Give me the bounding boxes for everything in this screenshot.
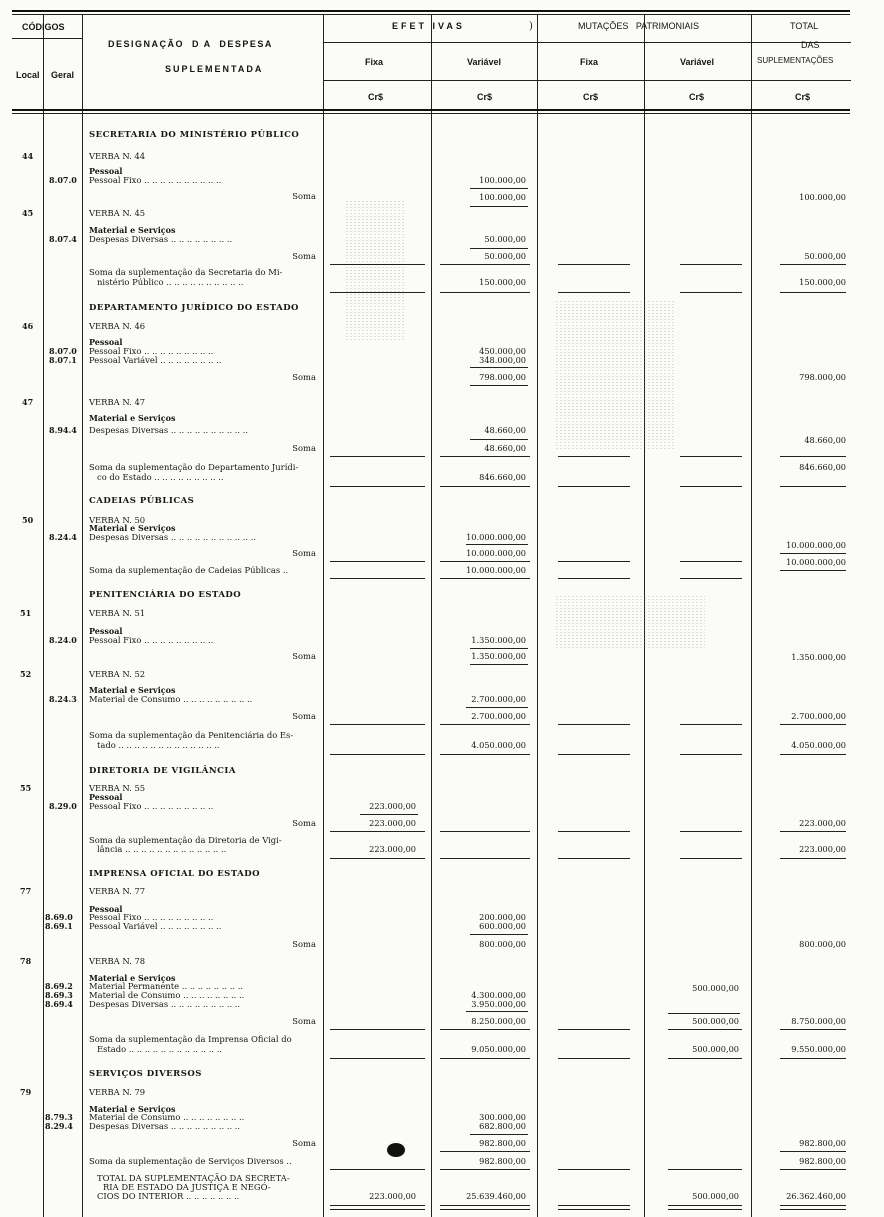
geral-code: 8.24.4 (49, 532, 77, 542)
value-variavel: 100.000,00 (479, 175, 526, 185)
suplementacao-label: co do Estado .. .. .. .. .. .. .. .. .. (97, 472, 224, 482)
value-variavel: 600.000,00 (479, 921, 526, 931)
header-fixa-mutacoes: Fixa (580, 57, 599, 67)
soma-total: 8.750.000,00 (791, 1016, 846, 1026)
subcategory: Pessoal (89, 904, 123, 914)
value-variavel: 300.000,00 (479, 1112, 526, 1122)
local-code: 79 (20, 1087, 32, 1097)
suplementacao-label: Estado .. .. .. .. .. .. .. .. .. .. .. .. (97, 1044, 223, 1054)
item-desc: Pessoal Fixo .. .. .. .. .. .. .. .. .. (89, 346, 214, 356)
header-codigos: CÓDIGOS (22, 22, 65, 32)
verba-label: VERBA N. 45 (89, 208, 146, 218)
geral-code: 8.24.0 (49, 635, 77, 645)
local-code: 78 (20, 956, 32, 966)
verba-label: VERBA N. 51 (89, 608, 146, 618)
section-title: DEPARTAMENTO JURÍDICO DO ESTADO (89, 303, 299, 313)
grand-total-mutacao-variavel: 500.000,00 (692, 1191, 739, 1201)
soma-variavel: 800.000,00 (479, 939, 526, 949)
suplementacao-label: Soma da suplementação de Cadeias Públicas .. (89, 565, 289, 575)
section-title: DIRETORIA DE VIGILÂNCIA (89, 766, 237, 776)
header-total: TOTAL (790, 21, 819, 31)
sup-total: 846.660,00 (799, 462, 846, 472)
soma-total: 800.000,00 (799, 939, 846, 949)
geral-code: 8.69.3 (45, 990, 73, 1000)
value-variavel: 10.000.000,00 (466, 532, 526, 542)
item-desc: Despesas Diversas .. .. .. .. .. .. .. .. .. .. .. (89, 532, 257, 542)
currency-label: Cr$ (583, 92, 599, 102)
local-code: 52 (20, 669, 32, 679)
soma-label: Soma (292, 1138, 316, 1148)
soma-variavel: 50.000,00 (484, 251, 526, 261)
suplementacao-label: Soma da suplementação do Departamento Jurídi- (89, 462, 299, 472)
currency-label: Cr$ (477, 92, 493, 102)
subcategory: Material e Serviços (89, 225, 176, 235)
subcategory: Pessoal (89, 166, 123, 176)
soma-label: Soma (292, 711, 316, 721)
header-local: Local (16, 70, 40, 80)
sup-total: 150.000,00 (799, 277, 846, 287)
local-code: 51 (20, 608, 32, 618)
soma-label: Soma (292, 548, 316, 558)
value-variavel: 3.950.000,00 (471, 999, 526, 1009)
sup-total: 982.800,00 (799, 1156, 846, 1166)
header-geral: Geral (51, 70, 75, 80)
header-bottom-rule (12, 109, 850, 111)
sup-variavel: 9.050.000,00 (471, 1044, 526, 1054)
subcategory: Material e Serviços (89, 685, 176, 695)
geral-code: 8.69.2 (45, 981, 73, 991)
currency-label: Cr$ (368, 92, 384, 102)
sup-total: 4.050.000,00 (791, 740, 846, 750)
soma-total: 2.700.000,00 (791, 711, 846, 721)
value-variavel: 200.000,00 (479, 912, 526, 922)
geral-code: 8.07.4 (49, 234, 77, 244)
soma-total: 48.660,00 (804, 435, 846, 445)
soma-total: 10.000.000,00 (786, 540, 846, 550)
item-desc: Material de Consumo .. .. .. .. .. .. .. .. .. (89, 694, 253, 704)
item-desc: Material Permanente .. .. .. .. .. .. .. .. (89, 981, 244, 991)
local-code: 45 (22, 208, 34, 218)
soma-total: 100.000,00 (799, 192, 846, 202)
geral-code: 8.29.4 (45, 1121, 73, 1131)
stamp-mark (555, 595, 705, 650)
header-suplementada: SUPLEMENTADA (165, 64, 264, 74)
item-desc: Despesas Diversas .. .. .. .. .. .. .. .. .. (89, 999, 241, 1009)
geral-code: 8.07.0 (49, 346, 77, 356)
ink-blot (387, 1143, 405, 1157)
header-rule (323, 80, 851, 81)
col-rule (323, 14, 324, 1217)
subcategory: Material e Serviços (89, 523, 176, 533)
local-code: 55 (20, 783, 32, 793)
section-title: SECRETARIA DO MINISTÉRIO PÚBLICO (89, 130, 300, 140)
grand-total: 26.362.460,00 (786, 1191, 846, 1201)
soma-total: 1.350.000,00 (791, 652, 846, 662)
col-rule (537, 14, 538, 1217)
value-variavel: 450.000,00 (479, 346, 526, 356)
suplementacao-label: Soma da suplementação de Serviços Diversos .. (89, 1156, 292, 1166)
header-das: DAS (801, 40, 820, 50)
soma-variavel: 8.250.000,00 (471, 1016, 526, 1026)
verba-label: VERBA N. 52 (89, 669, 146, 679)
soma-label: Soma (292, 372, 316, 382)
value-mutacao-variavel: 500.000,00 (692, 983, 739, 993)
grand-total-label: TOTAL DA SUPLEMENTAÇÃO DA SECRETA- (97, 1173, 290, 1183)
item-desc: Despesas Diversas .. .. .. .. .. .. .. .. .. .. (89, 425, 249, 435)
verba-label: VERBA N. 55 (89, 783, 146, 793)
header-bracket: ) (529, 21, 533, 32)
suplementacao-label: Soma da suplementação da Secretaria do Mi- (89, 267, 283, 277)
soma-label: Soma (292, 651, 316, 661)
header-mutacoes: MUTAÇÕES PATRIMONIAIS (578, 21, 700, 31)
section-title: CADEIAS PÚBLICAS (89, 496, 195, 506)
local-code: 46 (22, 321, 34, 331)
header-designacao: DESIGNAÇÃO D A DESPESA (108, 39, 273, 49)
header-rule (12, 38, 82, 39)
col-rule (82, 14, 83, 1217)
verba-label: VERBA N. 50 (89, 515, 146, 525)
soma-variavel: 10.000.000,00 (466, 548, 526, 558)
col-rule (751, 14, 752, 1217)
sup-total: 223.000,00 (799, 844, 846, 854)
soma-label: Soma (292, 1016, 316, 1026)
sup-total: 10.000.000,00 (786, 557, 846, 567)
sup-total: 9.550.000,00 (791, 1044, 846, 1054)
soma-mutacao-variavel: 500.000,00 (692, 1016, 739, 1026)
stamp-mark (555, 300, 675, 450)
soma-total: 798.000,00 (799, 372, 846, 382)
subcategory: Pessoal (89, 626, 123, 636)
geral-code: 8.94.4 (49, 425, 77, 435)
currency-label: Cr$ (795, 92, 811, 102)
header-variavel-mutacoes: Variável (680, 57, 715, 67)
sup-mutacao-variavel: 500.000,00 (692, 1044, 739, 1054)
subcategory: Material e Serviços (89, 973, 176, 983)
top-rule (12, 10, 850, 12)
header-bottom-rule-thin (12, 113, 850, 114)
suplementacao-label: tado .. .. .. .. .. .. .. .. .. .. .. .. .. (97, 740, 220, 750)
item-desc: Pessoal Fixo .. .. .. .. .. .. .. .. .. (89, 801, 214, 811)
subcategory: Material e Serviços (89, 1104, 176, 1114)
soma-label: Soma (292, 939, 316, 949)
suplementacao-label: Soma da suplementação da Imprensa Oficial do (89, 1034, 292, 1044)
subcategory: Pessoal (89, 337, 123, 347)
sup-variavel: 846.660,00 (479, 472, 526, 482)
soma-variavel: 48.660,00 (484, 443, 526, 453)
geral-code: 8.79.3 (45, 1112, 73, 1122)
geral-code: 8.69.0 (45, 912, 73, 922)
value-variavel: 2.700.000,00 (471, 694, 526, 704)
local-code: 47 (22, 397, 34, 407)
section-title: SERVIÇOS DIVERSOS (89, 1069, 202, 1079)
value-variavel: 348.000,00 (479, 355, 526, 365)
value-variavel: 4.300.000,00 (471, 990, 526, 1000)
suplementacao-label: lância .. .. .. .. .. .. .. .. .. .. .. .. .. (97, 844, 227, 854)
soma-label: Soma (292, 443, 316, 453)
section-title: IMPRENSA OFICIAL DO ESTADO (89, 869, 261, 879)
subcategory: Pessoal (89, 792, 123, 802)
grand-total-label: CIOS DO INTERIOR .. .. .. .. .. .. .. (97, 1191, 240, 1201)
verba-label: VERBA N. 79 (89, 1087, 146, 1097)
verba-label: VERBA N. 47 (89, 397, 146, 407)
suplementacao-label: Soma da suplementação da Penitenciária do Es- (89, 730, 294, 740)
item-desc: Despesas Diversas .. .. .. .. .. .. .. .. (89, 234, 233, 244)
soma-total: 50.000,00 (804, 251, 846, 261)
sup-variavel: 4.050.000,00 (471, 740, 526, 750)
grand-total-fixa: 223.000,00 (369, 1191, 416, 1201)
geral-code: 8.29.0 (49, 801, 77, 811)
sup-variavel: 10.000.000,00 (466, 565, 526, 575)
geral-code: 8.69.1 (45, 921, 73, 931)
sup-fixa: 223.000,00 (369, 844, 416, 854)
header-suplementacoes: SUPLEMENTAÇÕES (757, 56, 834, 65)
suplementacao-label: Soma da suplementação da Diretoria de Vigi- (89, 835, 282, 845)
soma-variavel: 982.800,00 (479, 1138, 526, 1148)
stamp-mark (345, 200, 405, 340)
value-fixa: 223.000,00 (369, 801, 416, 811)
soma-variavel: 798.000,00 (479, 372, 526, 382)
suplementacao-label: nistério Público .. .. .. .. .. .. .. .. .. .. (97, 277, 244, 287)
grand-total-label: RIA DE ESTADO DA JUSTIÇA E NEGÓ- (103, 1182, 271, 1192)
soma-variavel: 1.350.000,00 (471, 651, 526, 661)
item-desc: Pessoal Variável .. .. .. .. .. .. .. .. (89, 921, 222, 931)
geral-code: 8.07.0 (49, 175, 77, 185)
subcategory: Material e Serviços (89, 413, 176, 423)
value-variavel: 1.350.000,00 (471, 635, 526, 645)
soma-total: 223.000,00 (799, 818, 846, 828)
col-rule (43, 14, 44, 1217)
soma-label: Soma (292, 191, 316, 201)
value-variavel: 50.000,00 (484, 234, 526, 244)
local-code: 50 (22, 515, 34, 525)
header-rule (323, 42, 851, 43)
col-rule (431, 14, 432, 1217)
soma-variavel: 2.700.000,00 (471, 711, 526, 721)
section-title: PENITENCIÁRIA DO ESTADO (89, 590, 242, 600)
verba-label: VERBA N. 77 (89, 886, 146, 896)
item-desc: Material de Consumo .. .. .. .. .. .. .. .. (89, 990, 245, 1000)
header-fixa: Fixa (365, 57, 384, 67)
item-desc: Pessoal Fixo .. .. .. .. .. .. .. .. .. (89, 635, 214, 645)
verba-label: VERBA N. 78 (89, 956, 146, 966)
geral-code: 8.69.4 (45, 999, 73, 1009)
header-variavel: Variável (467, 57, 502, 67)
sup-variavel: 150.000,00 (479, 277, 526, 287)
soma-label: Soma (292, 818, 316, 828)
item-desc: Pessoal Fixo .. .. .. .. .. .. .. .. .. (89, 912, 214, 922)
local-code: 77 (20, 886, 32, 896)
item-desc: Material de Consumo .. .. .. .. .. .. .. .. (89, 1112, 245, 1122)
verba-label: VERBA N. 46 (89, 321, 146, 331)
currency-label: Cr$ (689, 92, 705, 102)
local-code: 44 (22, 151, 34, 161)
header-efetivas: EFET IVAS (392, 21, 465, 31)
soma-total: 982.800,00 (799, 1138, 846, 1148)
sup-variavel: 982.800,00 (479, 1156, 526, 1166)
item-desc: Despesas Diversas .. .. .. .. .. .. .. .. .. (89, 1121, 241, 1131)
item-desc: Pessoal Fixo .. .. .. .. .. .. .. .. .. .. (89, 175, 222, 185)
soma-fixa: 223.000,00 (369, 818, 416, 828)
item-desc: Pessoal Variável .. .. .. .. .. .. .. .. (89, 355, 222, 365)
value-variavel: 48.660,00 (484, 425, 526, 435)
verba-label: VERBA N. 44 (89, 151, 146, 161)
grand-total-variavel: 25.639.460,00 (466, 1191, 526, 1201)
geral-code: 8.07.1 (49, 355, 77, 365)
value-variavel: 682.800,00 (479, 1121, 526, 1131)
geral-code: 8.24.3 (49, 694, 77, 704)
soma-label: Soma (292, 251, 316, 261)
soma-variavel: 100.000,00 (479, 192, 526, 202)
